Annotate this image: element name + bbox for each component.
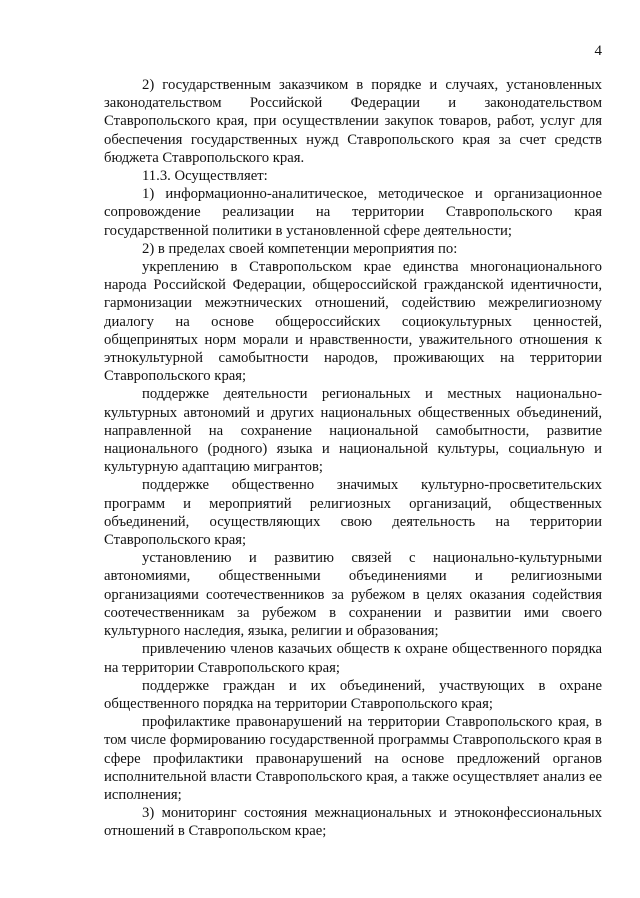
paragraph-section-11-3: 11.3. Осуществляет: [142,168,268,185]
document-body [104,76,602,841]
paragraph-crime-prevention: профилактике правонарушений на территории Ставропольского края, в том числе формированию государственной программы Ставропольского края в сфере профилактики правонарушений на основе предложений органов исполнительной власти Ставропольского края, а также осуществляет анализ ее исполнения; [104,714,602,803]
page-number: 4 [594,43,602,59]
paragraph-unity-strengthening: укреплению в Ставропольском крае единства многонационального народа Российской Федерации, общероссийской гражданской идентичности, гармонизации межэтнических отношений, содействию межрелигиозному диалогу на основе общероссийских социокультурных ценностей, общепринятых норм морали и нравственности, уважительного отношения к этнокультурной самобытности народов, проживающих на территории Ставропольского края; [104,259,602,385]
paragraph-item-2: 2) в пределах своей компетенции мероприятия по: [142,240,458,257]
paragraph-cossack-societies: привлечению членов казачьих обществ к охране общественного порядка на территории Ставропольского края; [104,641,602,676]
paragraph-state-customer: 2) государственным заказчиком в порядке и случаях, установленных законодательством Российской Федерации и законодательством Ставропольского края, при осуществлении закупок товаров, работ, услуг для обеспечения государственных нужд Ставропольского края за счет средств бюджета Ставропольского края. [104,77,602,166]
paragraph-autonomy-support: поддержке деятельности региональных и местных национально-культурных автономий и других национальных общественных объединений, направленной на сохранение национальной самобытности, развитие национального (родного) языка и национальной культуры, социальную и культурную адаптацию мигрантов; [104,386,602,476]
paragraph-cultural-programs: поддержке общественно значимых культурно-просветительских программ и мероприятий религиозных организаций, общественных объединений, осуществляющих свою деятельность на территории Ставропольского края; [104,477,602,549]
paragraph-item-1: 1) информационно-аналитическое, методическое и организационное сопровождение реализации на территории Ставропольского края государственной политики в установленной сфере деятельности; [104,186,602,239]
paragraph-citizens-support: поддержке граждан и их объединений, участвующих в охране общественного порядка на территории Ставропольского края; [104,677,602,712]
paragraph-compatriots: установлению и развитию связей с национально-культурными автономиями, общественными объединениями и религиозными организациями соотечественников за рубежом в целях оказания содействия соотечественникам за рубежом в сохранении и развитии ими своего культурного наследия, языка, религии и образования; [104,550,602,640]
paragraph-item-3-monitoring: 3) мониторинг состояния межнациональных и этноконфессиональных отношений в Ставропольском крае; [104,805,602,840]
